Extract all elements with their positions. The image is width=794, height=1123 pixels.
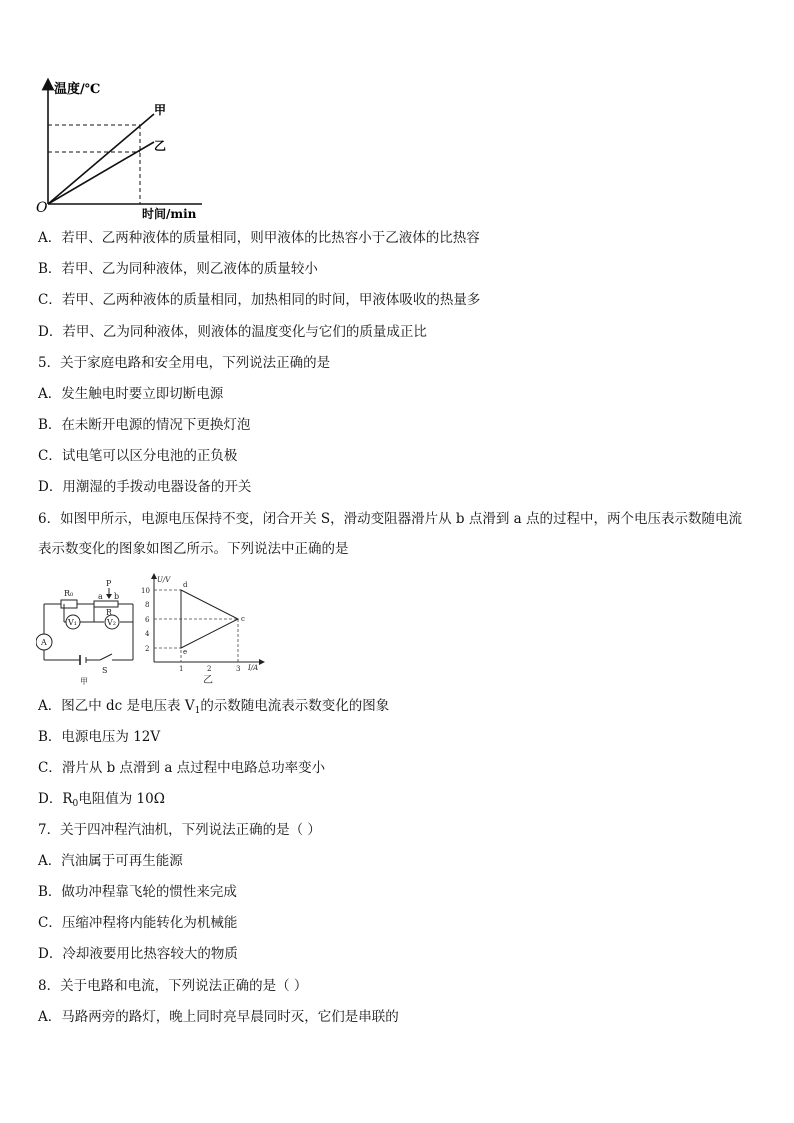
label-v2: V₂ [107,618,116,627]
label-a: a [98,592,103,601]
ia-axis-label: I/A [248,664,259,672]
ytick-4: 4 [145,630,150,638]
q6-stem-line2: 表示数变化的图象如图乙所示。下列说法中正确的是 [38,541,349,557]
origin-label: O [36,200,48,216]
ytick-6: 6 [145,616,150,624]
q7-option-d: D．冷却液要用比热容较大的物质 [38,946,238,962]
ytick-8: 8 [145,601,150,609]
slide-rheostat-r [94,601,118,607]
q7-option-a: A．汽油属于可再生能源 [38,853,183,869]
point-c: c [241,615,245,623]
label-switch: S [102,666,108,675]
line-jia [48,114,154,204]
label-p: P [106,579,112,588]
q7-option-b: B．做功冲程靠飞轮的惯性来完成 [38,884,237,900]
q5-option-c: C．试电笔可以区分电池的正负极 [38,448,238,464]
q5-option-a: A．发生触电时要立即切断电源 [38,386,224,402]
q4-option-a: A．若甲、乙两种液体的质量相同，则甲液体的比热容小于乙液体的比热容 [38,230,480,246]
q6-option-c: C．滑片从 b 点滑到 a 点过程中电路总功率变小 [38,760,326,776]
q5-stem: 5．关于家庭电路和安全用电，下列说法正确的是 [38,355,331,371]
resistor-r0 [61,600,77,608]
x-axis-label: 时间/min [142,207,197,221]
point-d: d [183,581,188,589]
label-b: b [114,592,120,601]
graph-caption: 乙 [203,675,213,686]
label-r: R [106,608,113,617]
q6-option-a: A．图乙中 dc 是电压表 $V_1$的示数随电流表示数变化的图象 [38,698,390,716]
y-axis-label: 温度/℃ [54,82,101,97]
voltage-current-graph [138,570,268,690]
xtick-2: 2 [207,665,212,673]
point-e: e [183,648,188,656]
q6-stem-line1: 6．如图甲所示，电源电压保持不变，闭合开关 S，滑动变阻器滑片从 b 点滑到 a 点的过程中，两个电压表示数随电流 [38,511,742,527]
circuit-diagram [36,576,144,688]
q8-option-a: A．马路两旁的路灯，晚上同时亮早晨同时灭，它们是串联的 [38,1009,399,1025]
q5-option-b: B．在未断开电源的情况下更换灯泡 [38,417,251,433]
xtick-3: 3 [236,665,241,673]
label-r0: R₀ [64,589,74,598]
series-label-yi: 乙 [154,139,167,153]
label-ammeter: A [41,638,47,647]
q5-option-d: D．用潮湿的手拨动电器设备的开关 [38,479,252,495]
q4-option-c: C．若甲、乙两种液体的质量相同，加热相同的时间，甲液体吸收的热量多 [38,292,481,308]
line-yi [48,142,154,204]
q8-stem: 8．关于电路和电流，下列说法正确的是（ ） [38,978,308,994]
q6-option-d: D．$R_0$电阻值为 10Ω [38,791,165,809]
series-label-jia: 甲 [154,103,167,117]
circuit-caption: 甲 [80,677,88,686]
q4-option-b: B．若甲、乙为同种液体，则乙液体的质量较小 [38,261,318,277]
q7-option-c: C．压缩冲程将内能转化为机械能 [38,915,238,931]
q7-stem: 7．关于四冲程汽油机，下列说法正确的是（ ） [38,822,321,838]
label-v1: V₁ [68,618,77,627]
uv-axis-label: U/V [157,576,171,584]
ytick-10: 10 [141,587,150,595]
temperature-time-graph [30,76,210,226]
q4-option-d: D．若甲、乙为同种液体，则液体的温度变化与它们的质量成正比 [38,324,427,340]
q6-option-b: B．电源电压为 12V [38,729,161,745]
ytick-2: 2 [145,645,150,653]
xtick-1: 1 [179,665,184,673]
